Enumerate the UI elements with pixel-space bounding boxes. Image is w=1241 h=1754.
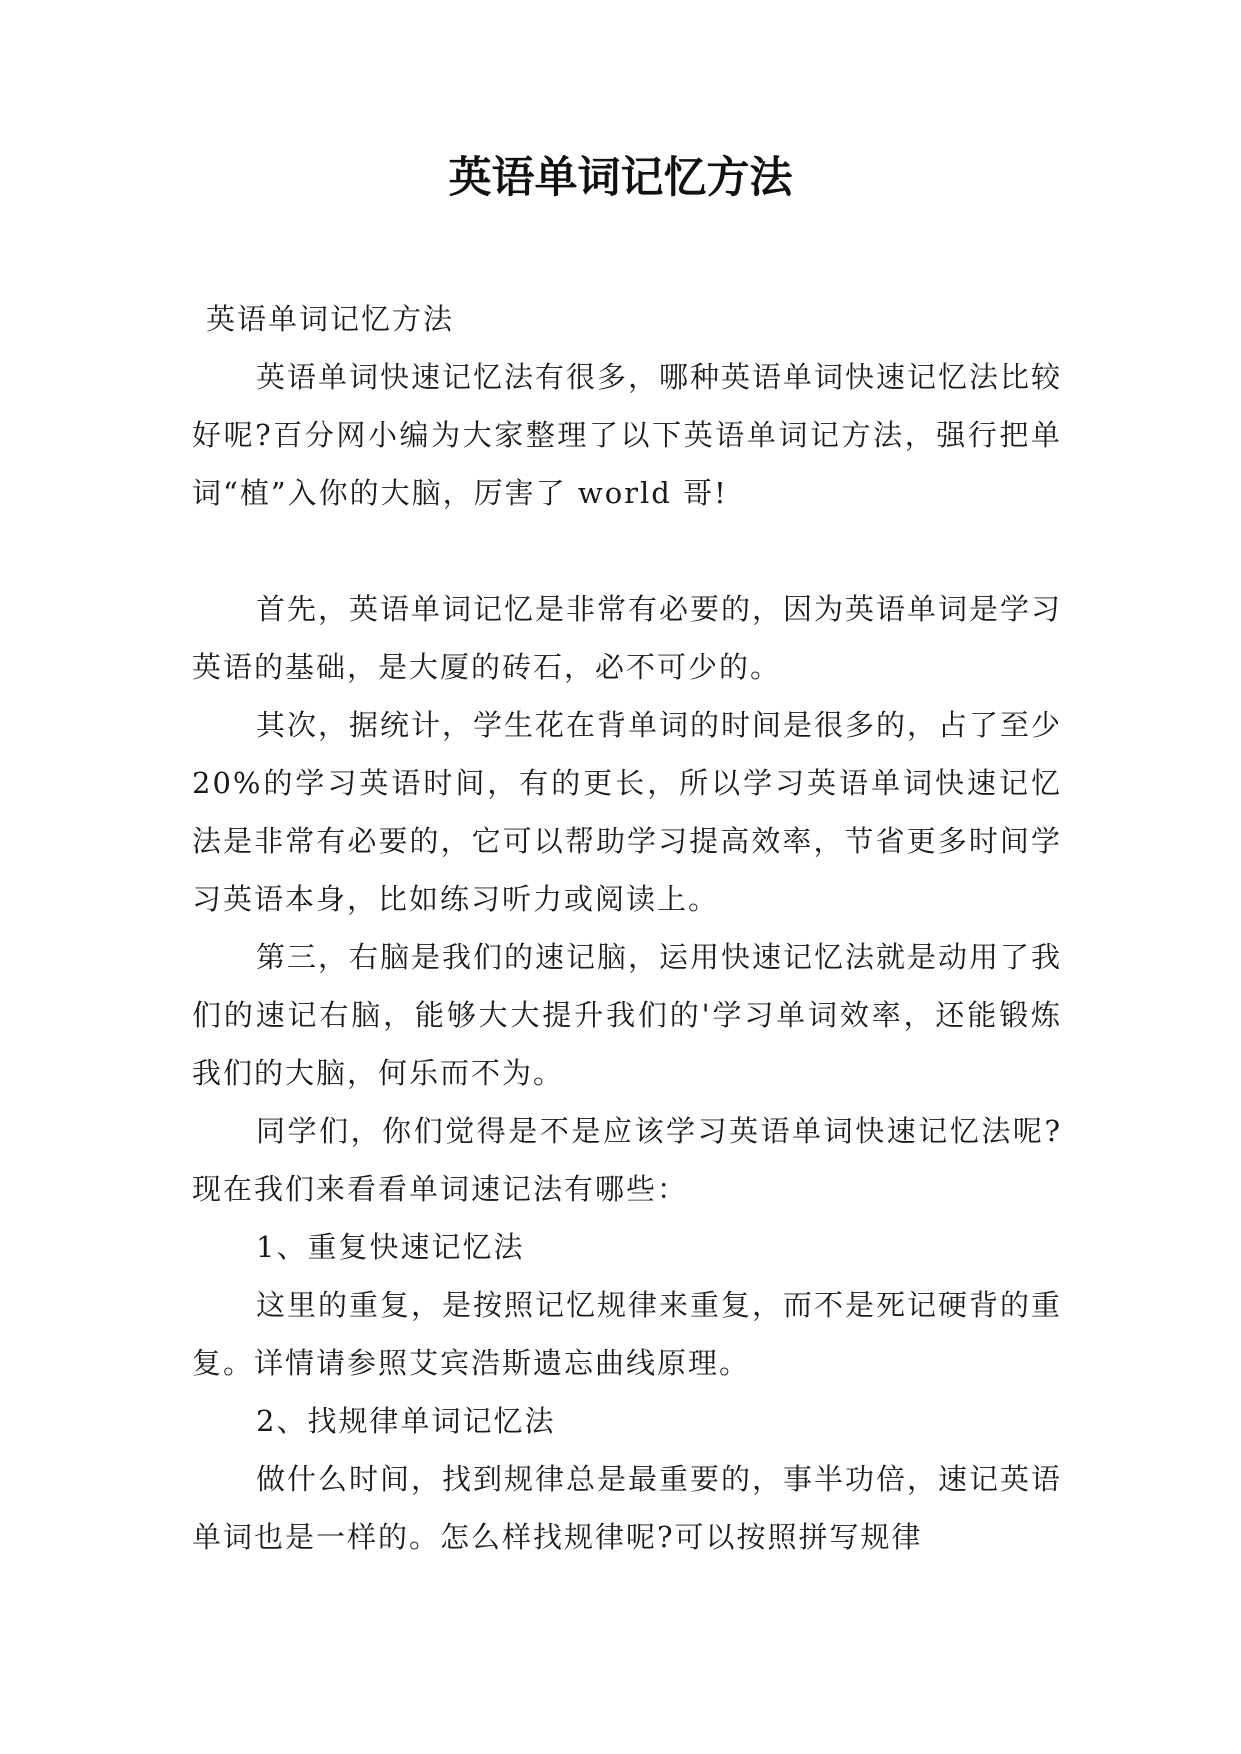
paragraph-intro: 英语单词快速记忆法有很多，哪种英语单词快速记忆法比较好呢?百分网小编为大家整理了以下英语单词记方法，强行把单词“植”入你的大脑，厉害了 world 哥! xyxy=(192,360,1063,510)
method-body-2: 做什么时间，找到规律总是最重要的，事半功倍，速记英语单词也是一样的。怎么样找规律呢?可以按照拼写规律 xyxy=(192,1462,1063,1554)
method-heading-1: 1、重复快速记忆法 xyxy=(256,1230,525,1264)
document-body xyxy=(192,290,1062,1566)
blank-line xyxy=(192,522,1062,580)
method-body-1: 这里的重复，是按照记忆规律来重复，而不是死记硬背的重复。详情请参照艾宾浩斯遗忘曲线原理。 xyxy=(192,1288,1063,1380)
paragraph-question: 同学们，你们觉得是不是应该学习英语单词快速记忆法呢?现在我们来看看单词速记法有哪些： xyxy=(192,1114,1062,1206)
paragraph-second: 其次，据统计，学生花在背单词的时间是很多的，占了至少 20%的学习英语时间，有的更长，所以学习英语单词快速记忆法是非常有必要的，它可以帮助学习提高效率，节省更多时间学习英语本身，比如练习听力或阅读上。 xyxy=(192,708,1063,916)
paragraph-first: 首先，英语单词记忆是非常有必要的，因为英语单词是学习英语的基础，是大厦的砖石，必不可少的。 xyxy=(192,592,1063,684)
document-subtitle: 英语单词记忆方法 xyxy=(206,302,455,336)
method-heading-2: 2、找规律单词记忆法 xyxy=(256,1404,556,1438)
document-title: 英语单词记忆方法 xyxy=(448,153,793,203)
paragraph-third: 第三，右脑是我们的速记脑，运用快速记忆法就是动用了我们的速记右脑，能够大大提升我们的'学习单词效率，还能锻炼我们的大脑，何乐而不为。 xyxy=(192,940,1063,1090)
